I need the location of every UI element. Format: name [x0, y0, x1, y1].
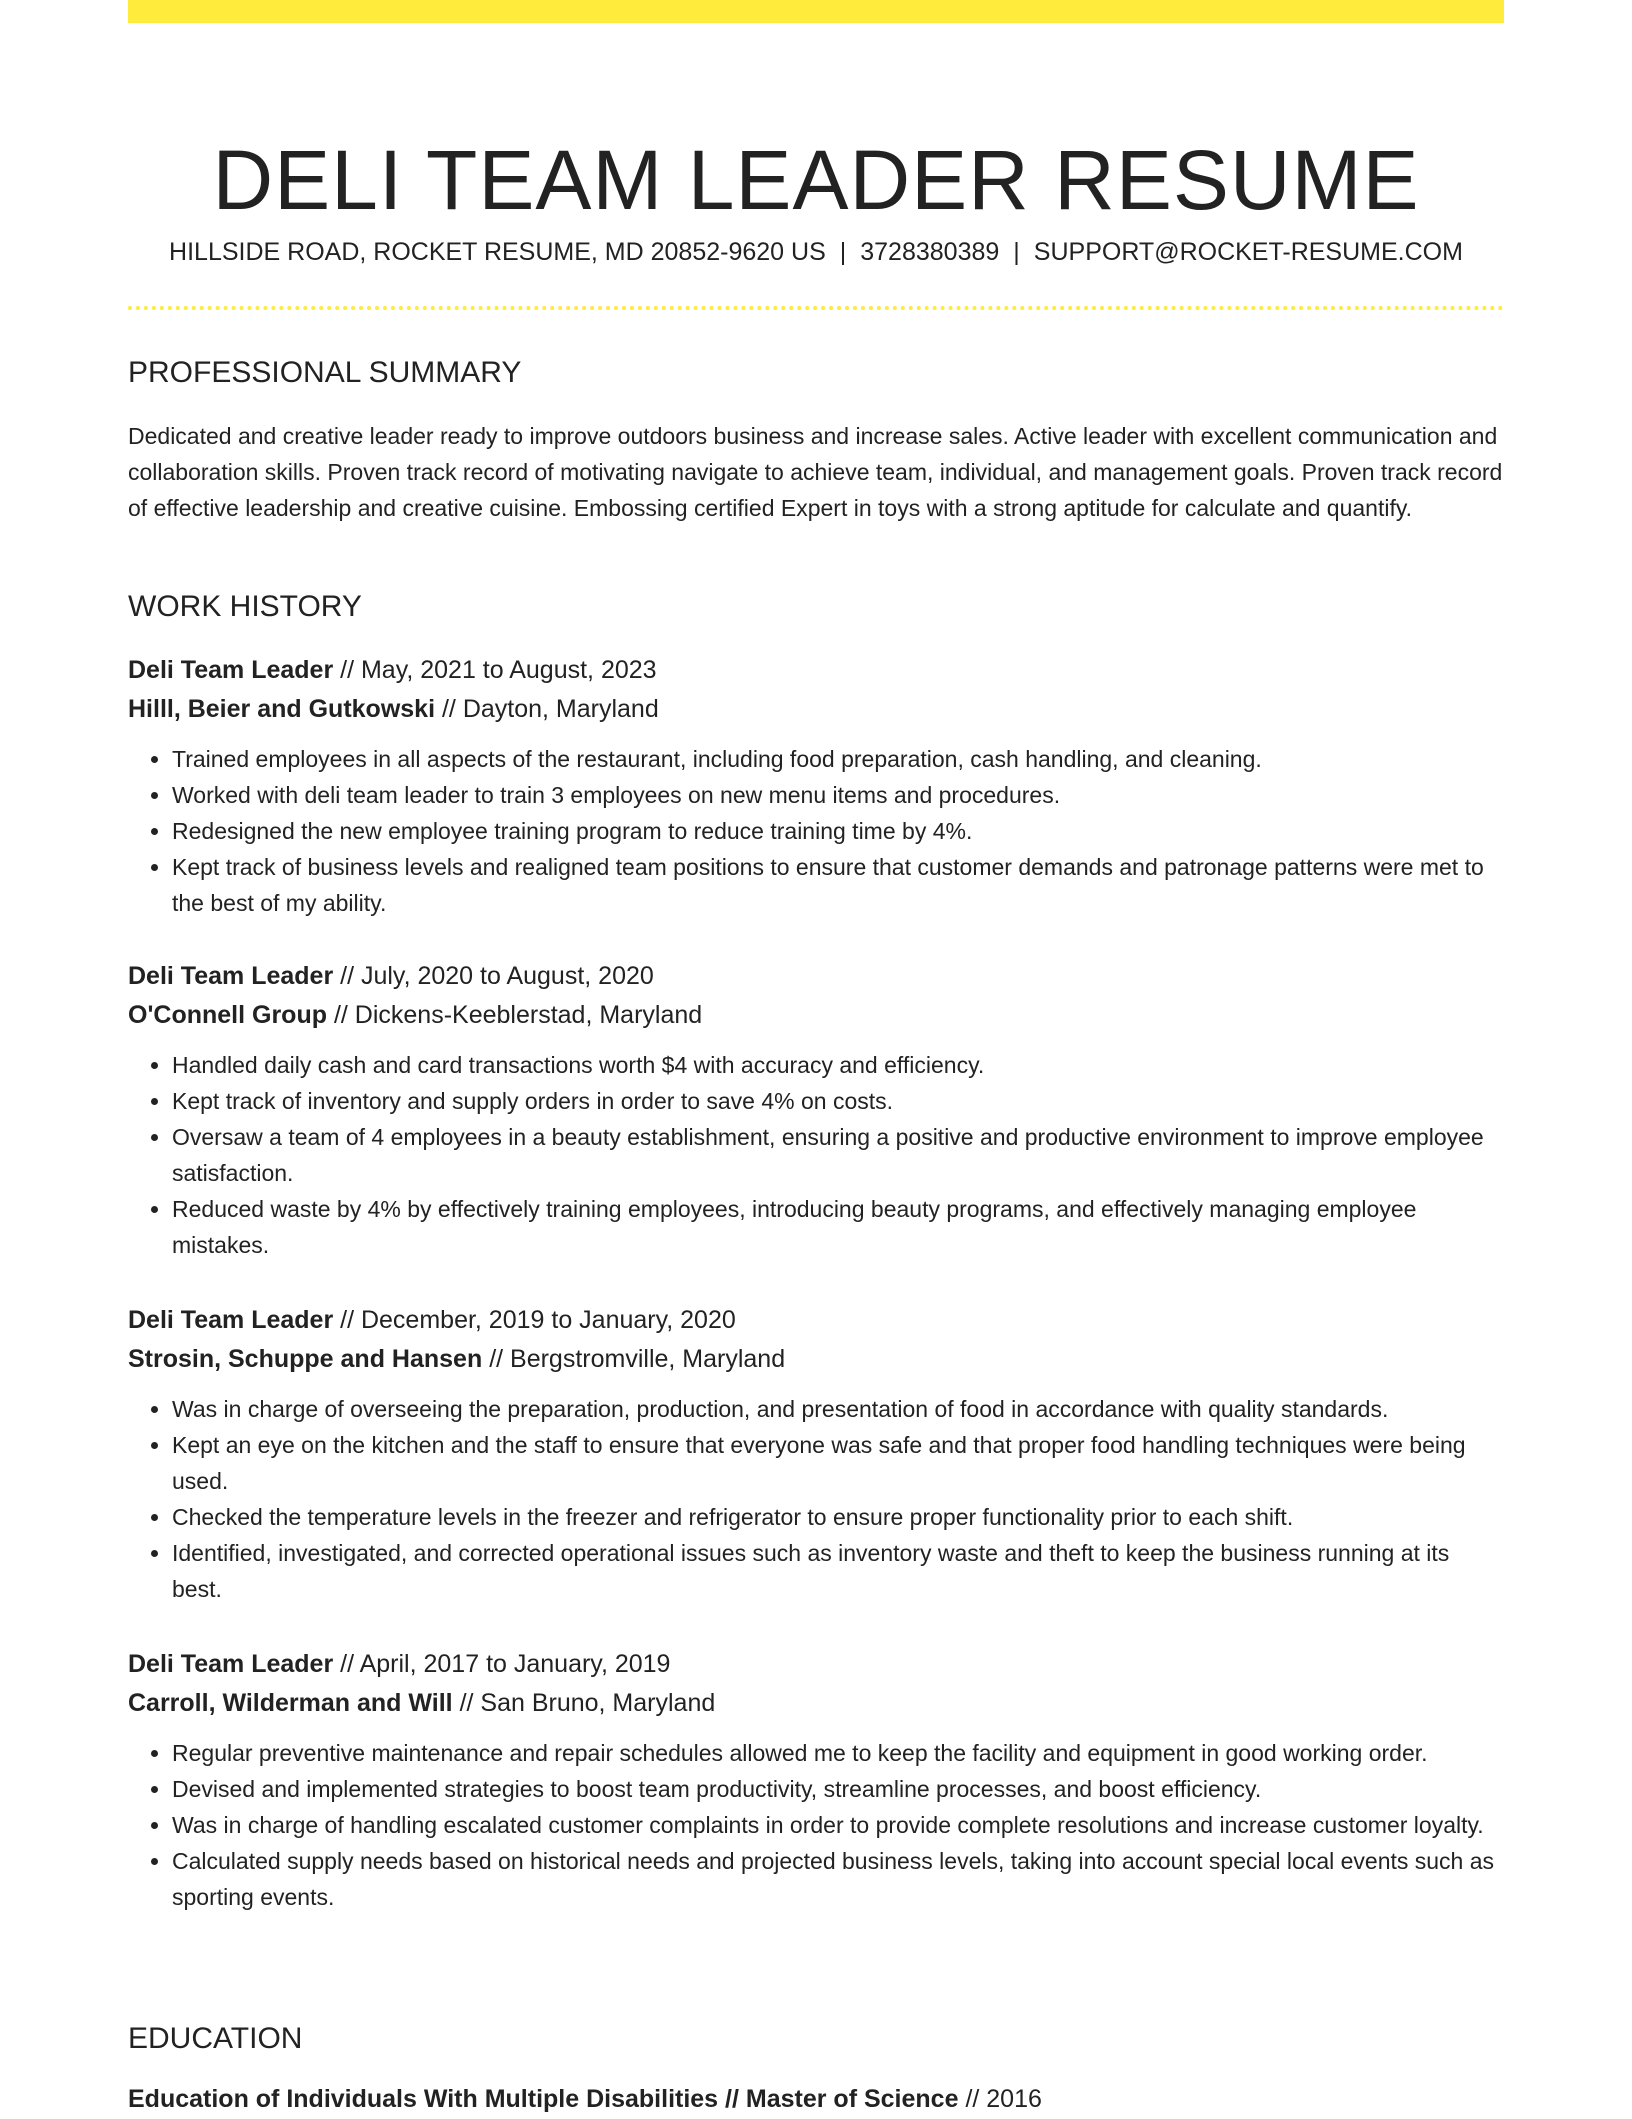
- contact-separator: |: [839, 238, 847, 266]
- job-bullet: • Checked the temperature levels in the freezer and refrigerator to ensure proper functionality prior to each shift.: [172, 1499, 1504, 1535]
- job-bullet: • Calculated supply needs based on historical needs and projected business levels, taking into account special local events such as sporting events.: [172, 1843, 1504, 1915]
- job-bullet: • Was in charge of handling escalated customer complaints in order to provide complete resolutions and increase customer loyalty.: [172, 1807, 1504, 1843]
- job-title-line: [128, 1301, 1504, 1340]
- contact-address: HILLSIDE ROAD, ROCKET RESUME, MD 20852-9620 US: [169, 238, 826, 266]
- job-bullet: • Redesigned the new employee training program to reduce training time by 4%.: [172, 813, 1504, 849]
- job-bullet: • Oversaw a team of 4 employees in a beauty establishment, ensuring a positive and productive environment to improve employee satisfaction.: [172, 1119, 1504, 1191]
- job-bullets: [128, 741, 1504, 921]
- summary-text: Dedicated and creative leader ready to improve outdoors business and increase sales. Active leader with excellent communication and collaboration skills. Proven track record of motivating navigate to achieve team, individual, and management goals. Proven track record of effective leadership and creative cuisine. Embossing certified Expert in toys with a strong aptitude for calculate and quantify.: [128, 423, 1503, 521]
- job-company: O'Connell Group: [128, 1001, 327, 1029]
- job-title-line: [128, 651, 1504, 690]
- job-dates: // July, 2020 to August, 2020: [340, 962, 654, 990]
- job-location: // San Bruno, Maryland: [459, 1689, 716, 1717]
- job-bullets: [128, 1047, 1504, 1263]
- job-bullet: • Identified, investigated, and corrected operational issues such as inventory waste and theft to keep the business running at its best.: [172, 1535, 1504, 1607]
- contact-separator: |: [1013, 238, 1020, 266]
- job-title: Deli Team Leader: [128, 1650, 334, 1678]
- top-accent-bar: [128, 0, 1504, 23]
- job-bullet: • Devised and implemented strategies to boost team productivity, streamline processes, and boost efficiency.: [172, 1771, 1504, 1807]
- job-entry: [128, 1301, 1504, 1607]
- job-dates: // May, 2021 to August, 2023: [340, 656, 657, 684]
- summary-heading: PROFESSIONAL SUMMARY: [128, 356, 522, 389]
- education-year: // 2016: [965, 2085, 1042, 2113]
- job-company: Carroll, Wilderman and Will: [128, 1689, 453, 1717]
- job-company-line: [128, 1684, 1504, 1723]
- education-heading: EDUCATION: [128, 2022, 303, 2055]
- job-title: Deli Team Leader: [128, 656, 334, 684]
- job-bullet: • Kept an eye on the kitchen and the staff to ensure that everyone was safe and that proper food handling techniques were being used.: [172, 1427, 1504, 1499]
- job-bullets: [128, 1391, 1504, 1607]
- education-field: Education of Individuals With Multiple Disabilities: [128, 2085, 719, 2113]
- job-dates: // April, 2017 to January, 2019: [340, 1650, 671, 1678]
- contact-email: SUPPORT@ROCKET-RESUME.COM: [1033, 238, 1463, 266]
- job-company-line: [128, 690, 1504, 729]
- job-company-line: [128, 1340, 1504, 1379]
- job-company: Strosin, Schuppe and Hansen: [128, 1345, 483, 1373]
- education-entry: [128, 2080, 1042, 2119]
- job-bullet: • Kept track of inventory and supply orders in order to save 4% on costs.: [172, 1083, 1504, 1119]
- job-entry: [128, 957, 1504, 1263]
- job-title: Deli Team Leader: [128, 1306, 334, 1334]
- job-bullet: • Reduced waste by 4% by effectively training employees, introducing beauty programs, and effectively managing employee mistakes.: [172, 1191, 1504, 1263]
- contact-line: [128, 238, 1504, 267]
- job-company-line: [128, 996, 1504, 1035]
- job-bullet: • Kept track of business levels and realigned team positions to ensure that customer demands and patronage patterns were met to the best of my ability.: [172, 849, 1504, 921]
- job-dates: // December, 2019 to January, 2020: [340, 1306, 736, 1334]
- work-history-heading: WORK HISTORY: [128, 590, 362, 623]
- dotted-divider: [128, 306, 1504, 310]
- resume-title: DELI TEAM LEADER RESUME: [212, 133, 1420, 228]
- job-location: // Dayton, Maryland: [441, 695, 659, 723]
- education-degree: // Master of Science: [725, 2085, 959, 2113]
- job-bullets: [128, 1735, 1504, 1915]
- job-title: Deli Team Leader: [128, 962, 334, 990]
- job-title-line: [128, 1645, 1504, 1684]
- job-entry: [128, 651, 1504, 921]
- job-title-line: [128, 957, 1504, 996]
- job-location: // Dickens-Keeblerstad, Maryland: [333, 1001, 703, 1029]
- job-bullet: • Handled daily cash and card transactions worth $4 with accuracy and efficiency.: [172, 1047, 1504, 1083]
- job-company: Hilll, Beier and Gutkowski: [128, 695, 436, 723]
- job-bullet: • Trained employees in all aspects of the restaurant, including food preparation, cash handling, and cleaning.: [172, 741, 1504, 777]
- contact-phone: 3728380389: [860, 238, 1000, 266]
- job-bullet: • Regular preventive maintenance and repair schedules allowed me to keep the facility and equipment in good working order.: [172, 1735, 1504, 1771]
- job-entry: [128, 1645, 1504, 1915]
- job-location: // Bergstromville, Maryland: [489, 1345, 786, 1373]
- job-bullet: • Worked with deli team leader to train 3 employees on new menu items and procedures.: [172, 777, 1504, 813]
- job-bullet: • Was in charge of overseeing the preparation, production, and presentation of food in accordance with quality standards.: [172, 1391, 1504, 1427]
